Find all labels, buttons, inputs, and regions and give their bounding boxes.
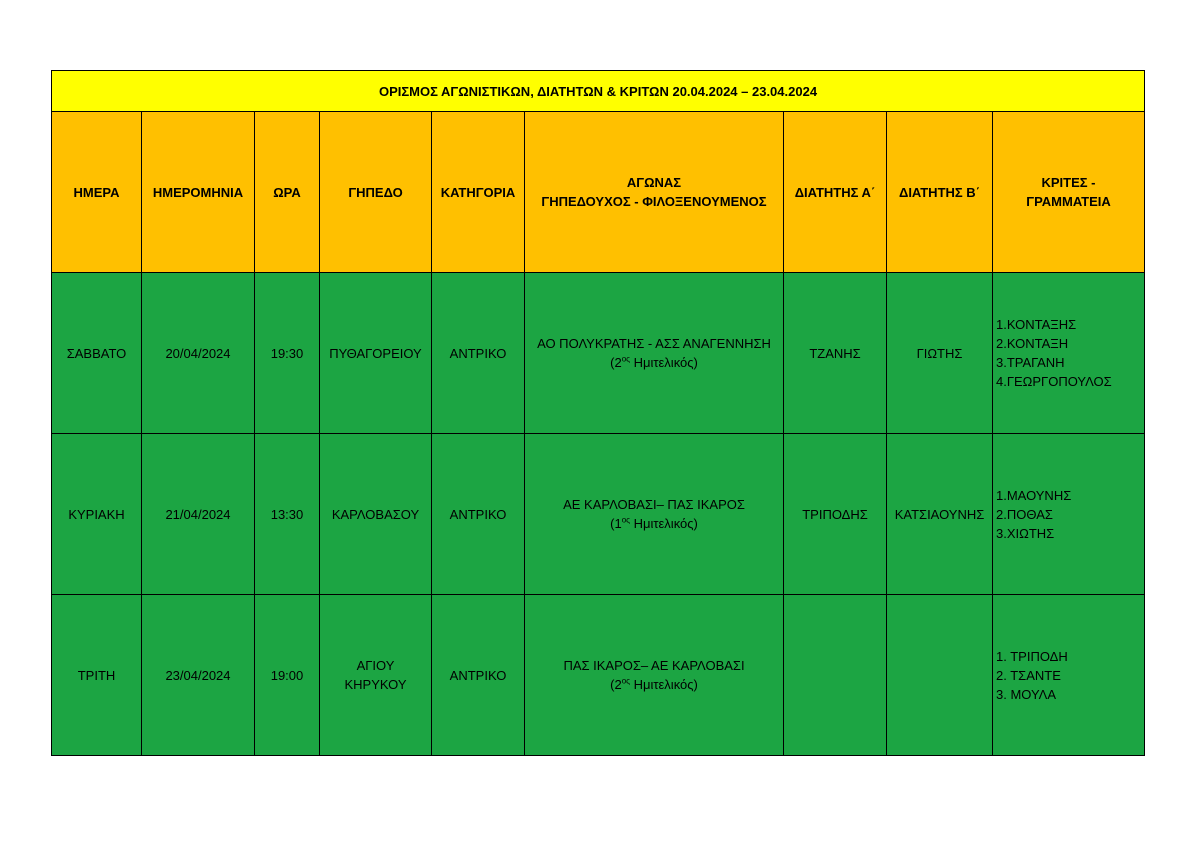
cell-category: ΑΝΤΡΙΚΟ	[432, 595, 525, 756]
match-teams: ΑΕ ΚΑΡΛΟΒΑΣΙ– ΠΑΣ ΙΚΑΡΟΣ	[563, 497, 745, 512]
round-number: (2	[610, 677, 622, 692]
cell-day: ΤΡΙΤΗ	[52, 595, 142, 756]
header-match-line1: ΑΓΩΝΑΣ	[626, 175, 682, 190]
table-row	[52, 273, 1145, 434]
header-judges-line1: ΚΡΙΤΕΣ -	[1041, 175, 1096, 190]
match-round	[528, 675, 780, 694]
cell-judges	[993, 273, 1145, 434]
cell-day: ΚΥΡΙΑΚΗ	[52, 434, 142, 595]
cell-date: 20/04/2024	[142, 273, 255, 434]
match-teams: ΠΑΣ ΙΚΑΡΟΣ– ΑΕ ΚΑΡΛΟΒΑΣΙ	[563, 658, 745, 673]
header-row	[52, 112, 1145, 273]
cell-day: ΣΑΒΒΑΤΟ	[52, 273, 142, 434]
judge-item: 3.ΤΡΑΓΑΝΗ	[996, 355, 1065, 370]
judges-list	[996, 315, 1112, 391]
schedule-table	[51, 70, 1145, 756]
header-time: ΩΡΑ	[255, 112, 320, 273]
round-ordinal: ος	[621, 515, 630, 525]
header-match-line2: ΓΗΠΕΔΟΥΧΟΣ - ΦΙΛΟΞΕΝΟΥΜΕΝΟΣ	[541, 194, 767, 209]
judge-item: 1. ΤΡΙΠΟΔΗ	[996, 648, 1068, 664]
judge-item: 2.ΠΟΘΑΣ	[996, 506, 1053, 522]
cell-judges	[993, 434, 1145, 595]
cell-category: ΑΝΤΡΙΚΟ	[432, 434, 525, 595]
cell-time: 19:00	[255, 595, 320, 756]
judge-item: 3. ΜΟΥΛΑ	[996, 686, 1057, 702]
round-label: Ημιτελικός)	[630, 355, 698, 370]
table-row	[52, 434, 1145, 595]
header-day: ΗΜΕΡΑ	[52, 112, 142, 273]
round-ordinal: ος	[621, 354, 630, 364]
match-round	[528, 353, 780, 372]
judge-item: 4.ΓΕΩΡΓΟΠΟΥΛΟΣ	[996, 374, 1112, 389]
cell-venue: ΠΥΘΑΓΟΡΕΙΟΥ	[320, 273, 432, 434]
judge-item: 2.ΚΟΝΤΑΞΗ	[996, 336, 1069, 351]
cell-date: 23/04/2024	[142, 595, 255, 756]
venue-line1: ΑΓΙΟΥ	[356, 658, 395, 673]
round-number: (1	[610, 516, 622, 531]
header-referee-b: ΔΙΑΤΗΤΗΣ Β΄	[887, 112, 993, 273]
judge-item: 1.ΜΑΟΥΝΗΣ	[996, 487, 1072, 503]
cell-time: 19:30	[255, 273, 320, 434]
cell-match	[525, 434, 784, 595]
cell-venue: ΚΑΡΛΟΒΑΣΟΥ	[320, 434, 432, 595]
match-round	[528, 514, 780, 533]
judges-list	[996, 647, 1068, 704]
table-title: ΟΡΙΣΜΟΣ ΑΓΩΝΙΣΤΙΚΩΝ, ΔΙΑΤΗΤΩΝ & ΚΡΙΤΩΝ 20.04.2024 – 23.04.2024	[52, 71, 1145, 112]
cell-referee-a: ΤΡΙΠΟΔΗΣ	[784, 434, 887, 595]
round-ordinal: ος	[621, 676, 630, 686]
cell-referee-a: ΤΖΑΝΗΣ	[784, 273, 887, 434]
judge-item: 3.ΧΙΩΤΗΣ	[996, 525, 1055, 541]
round-label: Ημιτελικός)	[630, 677, 698, 692]
judges-list	[996, 486, 1071, 543]
cell-date: 21/04/2024	[142, 434, 255, 595]
header-judges-line2: ΓΡΑΜΜΑΤΕΙΑ	[1026, 194, 1111, 209]
cell-match	[525, 595, 784, 756]
cell-judges	[993, 595, 1145, 756]
title-row	[52, 71, 1145, 112]
header-date: ΗΜΕΡΟΜΗΝΙΑ	[142, 112, 255, 273]
header-match	[525, 112, 784, 273]
round-label: Ημιτελικός)	[630, 516, 698, 531]
venue-line2: ΚΗΡΥΚΟΥ	[344, 677, 407, 692]
table-row	[52, 595, 1145, 756]
cell-match	[525, 273, 784, 434]
header-venue: ΓΗΠΕΔΟ	[320, 112, 432, 273]
cell-referee-a	[784, 595, 887, 756]
header-category: ΚΑΤΗΓΟΡΙΑ	[432, 112, 525, 273]
judge-item: 1.ΚΟΝΤΑΞΗΣ	[996, 317, 1077, 332]
header-referee-a: ΔΙΑΤΗΤΗΣ Α΄	[784, 112, 887, 273]
round-number: (2	[610, 355, 622, 370]
header-judges	[993, 112, 1145, 273]
match-teams: ΑΟ ΠΟΛΥΚΡΑΤΗΣ - ΑΣΣ ΑΝΑΓΕΝΝΗΣΗ	[537, 336, 771, 351]
cell-referee-b: ΚΑΤΣΙΑΟΥΝΗΣ	[887, 434, 993, 595]
cell-category: ΑΝΤΡΙΚΟ	[432, 273, 525, 434]
cell-time: 13:30	[255, 434, 320, 595]
cell-referee-b: ΓΙΩΤΗΣ	[887, 273, 993, 434]
cell-venue	[320, 595, 432, 756]
judge-item: 2. ΤΣΑΝΤΕ	[996, 667, 1061, 683]
cell-referee-b	[887, 595, 993, 756]
